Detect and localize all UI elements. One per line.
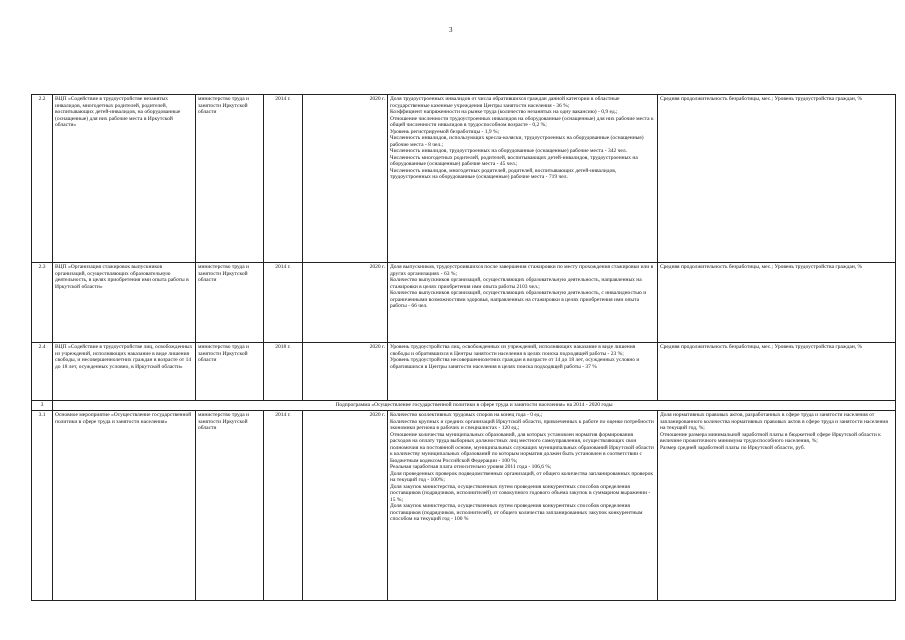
row-number: 3.1: [32, 411, 53, 601]
table-row: [32, 263, 896, 343]
indicator-item: Численность инвалидов, использующих кресла-коляски, трудоустроенных на оборудованные (оснащенные) рабочие места - 8 чел.;: [390, 135, 644, 148]
row-number: 3: [32, 401, 53, 411]
results-cell: Средняя продолжительность безработицы, мес.; Уровень трудоустройства граждан, %: [658, 95, 896, 263]
table-row: [32, 95, 896, 263]
row-number: 2.2: [32, 95, 53, 263]
measure-name: Основное мероприятие «Осуществление государственной политики в сфере труда и занятости населения»: [53, 411, 196, 601]
indicator-item: Численность инвалидов, многодетных родителей, родителей, воспитывающих детей-инвалидов, трудоустроенных на оборудованные (оснащенные) рабочие места - 719 чел.: [390, 167, 617, 180]
start-year: 2014 г.: [264, 411, 303, 601]
indicators-cell: [388, 343, 658, 401]
results-cell: [658, 411, 896, 601]
start-year: 2014 г.: [264, 263, 303, 343]
result-item: Отношение размера минимальной заработной платы в бюджетной сфере Иркутской области к величине прожиточного минимума трудоспособного населения, %;: [660, 431, 881, 444]
indicators-cell: [388, 411, 658, 601]
table-row: [32, 411, 896, 601]
start-year: 2018 г.: [264, 343, 303, 401]
executor: министерство труда и занятости Иркутской области: [196, 263, 264, 343]
indicator-item: Коэффициент напряженности на рынке труда (количество незанятых на одну вакансию) - 0,9 ед.;: [390, 109, 618, 115]
subprogram-row: [32, 401, 896, 411]
indicator-item: Отношение количества муниципальных образований, для которых установлен норматив формирования расходов на оплату труда выборных должностных лиц местного самоуправления, осуществляющих свои полномочия на постоянной основе, муниципальных служащих муниципальных образований Иркутской области к количеству муниципальных образований по которым норматив должен быть установлен в соответствии с Бюджетным кодексом Российской Федерации - 100 %;: [390, 431, 654, 464]
indicator-item: Численность инвалидов, трудоустроенных на оборудованные (оснащенные) рабочие места - 342 чел.: [390, 148, 627, 154]
row-number: 2.3: [32, 263, 53, 343]
row-number: 2.4: [32, 343, 53, 401]
subprogram-title: Подпрограмма «Осуществление государственной политики в сфере труда и занятости населения» на 2014 - 2020 годы: [53, 401, 896, 411]
indicator-item: Численность многодетных родителей, родителей, воспитывающих детей-инвалидов, трудоустроенных на оборудованные (оснащенные) рабочие места - 45 чел.;: [390, 154, 638, 167]
executor: министерство труда и занятости Иркутской области: [196, 343, 264, 401]
indicator-item: Реальная заработная плата относительно уровня 2011 года - 106,6 %;: [390, 464, 552, 470]
result-item: Размер средней заработной платы по Иркутской области, руб.: [660, 444, 806, 451]
result-item: Доля нормативных правовых актов, разработанных в сфере труда и занятости населения от запланированного количества нормативных правовых актов в сфере труда и занятости населения на текущий год, %;: [660, 412, 888, 431]
measure-name: ВЦП «Содействие в трудоустройстве лиц, освобожденных из учреждений, исполняющих наказание в виде лишения свободы, и несовершеннолетних граждан в возрасте от 14 до 18 лет, осужденных условно, в Иркутской области»: [53, 343, 196, 401]
start-year: 2014 г.: [264, 95, 303, 263]
indicator-item: Доля закупок министерства, осуществленных путем проведения конкурентных способов определения поставщиков (подрядчиков, исполнителей), от общего количества запланированных закупок конкурентным способом на текущий год - 100 %: [390, 503, 643, 522]
end-year: 2020 г.: [303, 343, 388, 401]
program-table: [31, 94, 896, 601]
indicator-item: Доля выпускников, трудоустроившихся после завершения стажировки по месту прохождения стажировки или в других организациях - 63 %;: [390, 264, 654, 277]
executor: министерство труда и занятости Иркутской области: [196, 95, 264, 263]
results-cell: Средняя продолжительность безработицы, мес.; Уровень трудоустройства граждан, %: [658, 263, 896, 343]
measure-name: ВЦП «Организация стажировок выпускников организаций, осуществляющих образовательную деятельность, в целях приобретения ими опыта работы в Иркутской области»: [53, 263, 196, 343]
indicator-item: Доля трудоустроенных инвалидов от числа обратившихся граждан данной категории в областные государственные казенные учреждения Центры занятости населения - 36 %;: [390, 96, 620, 109]
end-year: 2020 г.: [303, 263, 388, 343]
measure-name: ВЦП «Содействие в трудоустройстве незанятых инвалидов, многодетных родителей, родителей, воспитывающих детей-инвалидов, на оборудованные (оснащенные) для них рабочие места в Иркутской области»: [53, 95, 196, 263]
table-row: [32, 343, 896, 401]
indicators-cell: [388, 95, 658, 263]
page-number: 3: [449, 26, 453, 34]
indicators-cell: [388, 263, 658, 343]
indicator-item: Уровень трудоустройства несовершеннолетних граждан в возрасте от 14 до 18 лет, осужденных условно и обратившихся в Центры занятости населения в целях поиска подходящей работы - 37 %: [390, 357, 640, 370]
indicator-item: Количество крупных и средних организаций Иркутской области, привлеченных к работе по оценке потребности экономики региона в рабочих и специалистах - 120 ед.;: [390, 418, 654, 431]
indicator-item: Уровень регистрируемой безработицы - 1,9 %;: [390, 128, 500, 135]
indicator-item: Количество выпускников организаций, осуществляющих образовательную деятельность, с инвалидностью и ограниченными возможностями здоровья, направленных на стажировки в целях приобретения ими опыта работы - 66 чел.: [390, 290, 647, 309]
indicator-item: Отношение численности трудоустроенных инвалидов на оборудованные (оснащенные) для них рабочие места к общей численности инвалидов в трудоспособном возрасте - 0,2 %;: [390, 115, 654, 128]
indicator-item: Количество коллективных трудовых споров на конец года - 0 ед.;: [390, 412, 543, 418]
executor: министерство труда и занятости Иркутской области: [196, 411, 264, 601]
indicator-item: Доля закупок министерства, осуществленных путем проведения конкурентных способов определения поставщиков (подрядчиков, исполнителей) от совокупного годового объема закупок в суммарном выражении - 15 %;: [390, 483, 651, 503]
indicator-item: Количество выпускников организаций, осуществляющих образовательную деятельность, направленных на стажировки в целях приобретения ими опыта работы 2103 чел.;: [390, 277, 642, 290]
end-year: 2020 г.: [303, 411, 388, 601]
results-cell: Средняя продолжительность безработицы, мес.; Уровень трудоустройства граждан, %: [658, 343, 896, 401]
indicator-item: Уровень трудоустройства лиц, освобожденных из учреждений, исполняющих наказание в виде лишения свободы и обратившихся в Центры занятости населения в целях поиска подходящей работы - 23 %;: [390, 344, 636, 357]
indicator-item: Доля проведенных проверок подведомственных организаций, от общего количества запланированных проверок на текущий год - 100%;: [390, 470, 653, 483]
end-year: 2020 г.: [303, 95, 388, 263]
